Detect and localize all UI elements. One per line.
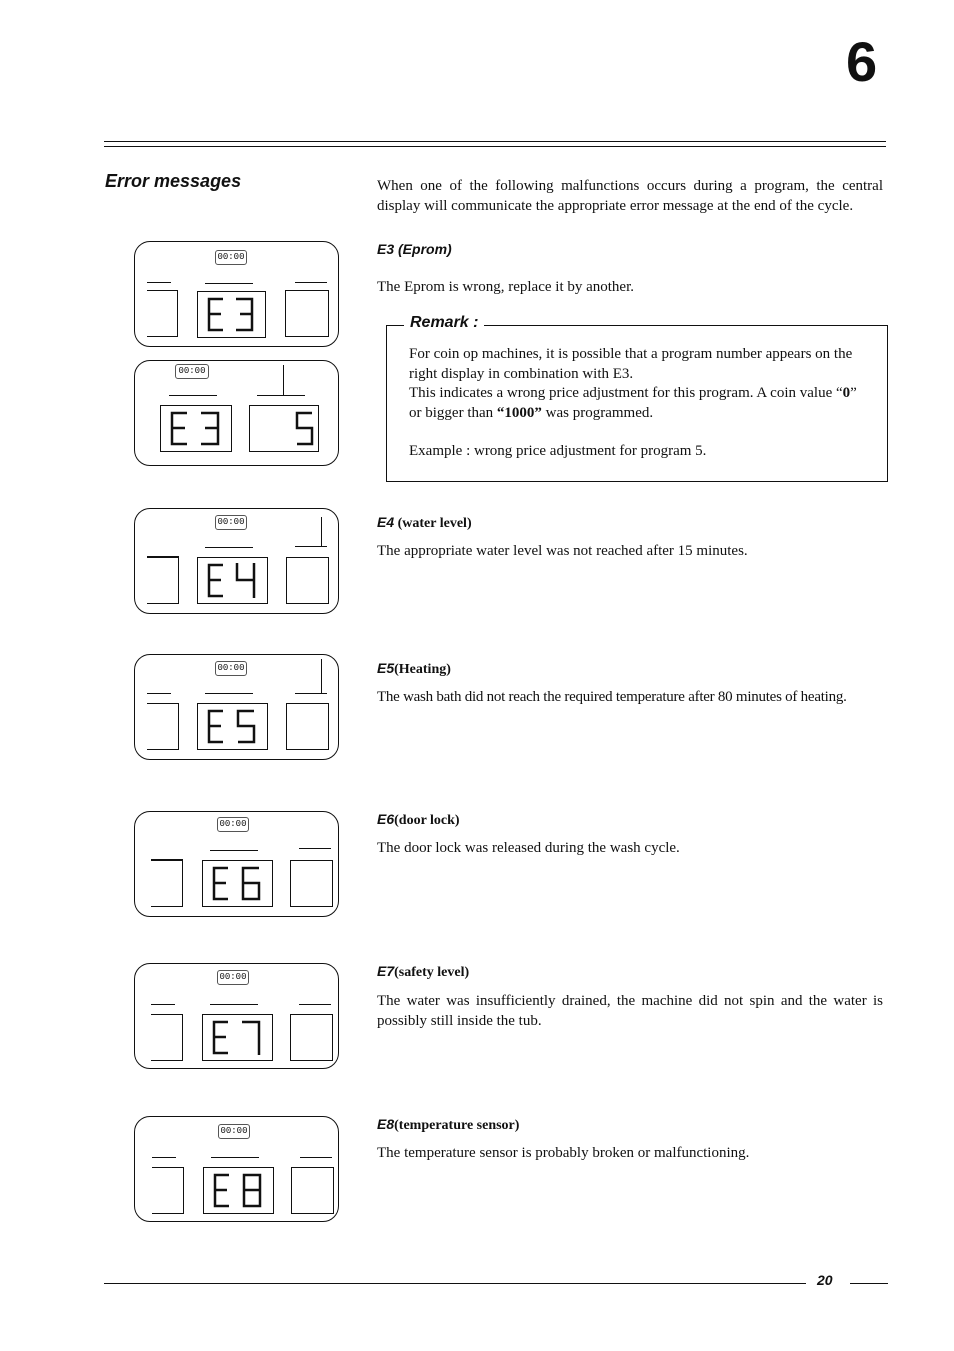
left-display: [151, 1014, 183, 1061]
section-intro: When one of the following malfunctions occurs during a program, the central display will communicate the appropriate error message at the end of the cycle.: [377, 178, 883, 214]
clock-display: 00:00: [217, 817, 249, 832]
main-display: [197, 703, 268, 750]
control-panel-e8: [134, 1116, 339, 1222]
main-display: [197, 557, 268, 604]
right-display: [291, 1167, 334, 1214]
error-desc-e6: The door lock was released during the wash cycle.: [377, 840, 680, 856]
main-display: [197, 291, 266, 338]
error-desc-e3: The Eprom is wrong, replace it by another.: [377, 279, 635, 295]
clock-display: 00:00: [217, 970, 249, 985]
error-code-e4: E4 (water level): [377, 514, 472, 531]
header-rule-top: [104, 141, 886, 142]
right-display: [249, 405, 319, 452]
clock-display: 00:00: [175, 364, 209, 379]
chapter-number: 6: [846, 30, 878, 93]
seven-segment-5: [297, 413, 312, 444]
error-code-e7: E7(safety level): [377, 963, 470, 980]
main-display: [202, 1014, 273, 1061]
footer-rule-left: [104, 1283, 806, 1284]
seven-segment-e5: [209, 711, 254, 742]
right-display: [285, 290, 329, 337]
main-display: [203, 1167, 274, 1214]
right-display: [290, 1014, 333, 1061]
left-display: [147, 557, 179, 604]
seven-segment-e8: [215, 1175, 260, 1206]
right-display: [286, 703, 329, 750]
error-code-e3: E3 (Eprom): [377, 241, 452, 257]
remark-text: [409, 345, 871, 462]
error-desc-e7: The water was insufficiently drained, the machine did not spin and the water is possibly still inside the tub.: [377, 993, 883, 1029]
seven-segment-e7: [214, 1022, 259, 1055]
header-rule-bottom: [104, 146, 886, 147]
clock-display: 00:00: [215, 250, 247, 265]
control-panel-e7: [134, 963, 339, 1069]
seven-segment-e4: [209, 563, 254, 598]
section-title: Error messages: [105, 171, 242, 191]
left-display: [147, 290, 178, 337]
left-display: [147, 703, 179, 750]
remark-title: Remark :: [404, 314, 484, 332]
control-panel-e4: [134, 508, 339, 614]
left-display: [152, 1167, 184, 1214]
main-display: [202, 860, 273, 907]
control-panel-e6: [134, 811, 339, 917]
clock-display: 00:00: [215, 661, 247, 676]
control-panel-e3: [134, 241, 339, 347]
right-display: [290, 860, 333, 907]
remark-line-3: Example : wrong price adjustment for program 5.: [409, 443, 707, 459]
error-desc-e5: The wash bath did not reach the required temperature after 80 minutes of heating.: [377, 689, 847, 705]
clock-display: 00:00: [215, 515, 247, 530]
left-display: [151, 860, 183, 907]
error-desc-e4: The appropriate water level was not reached after 15 minutes.: [377, 543, 748, 559]
right-display: [286, 557, 329, 604]
footer-rule-right: [850, 1283, 888, 1284]
error-code-e8: E8(temperature sensor): [377, 1116, 520, 1133]
control-panel-e3-program5: [134, 360, 339, 466]
error-desc-e8: The temperature sensor is probably broken or malfunctioning.: [377, 1145, 750, 1161]
seven-segment-e3: [209, 299, 252, 330]
error-code-e6: E6(door lock): [377, 811, 460, 828]
remark-line-1: For coin op machines, it is possible that a program number appears on the right display in combination with E3.: [409, 346, 853, 382]
page-number: 20: [817, 1272, 833, 1288]
clock-display: 00:00: [218, 1124, 250, 1139]
seven-segment-e3: [172, 413, 218, 444]
control-panel-e5: [134, 654, 339, 760]
error-code-e5: E5(Heating): [377, 660, 451, 677]
main-display: [160, 405, 232, 452]
remark-line-2: This indicates a wrong price adjustment for this program. A coin value “0” or bigger than “1000” was programmed.: [409, 385, 857, 421]
seven-segment-e6: [214, 868, 259, 899]
